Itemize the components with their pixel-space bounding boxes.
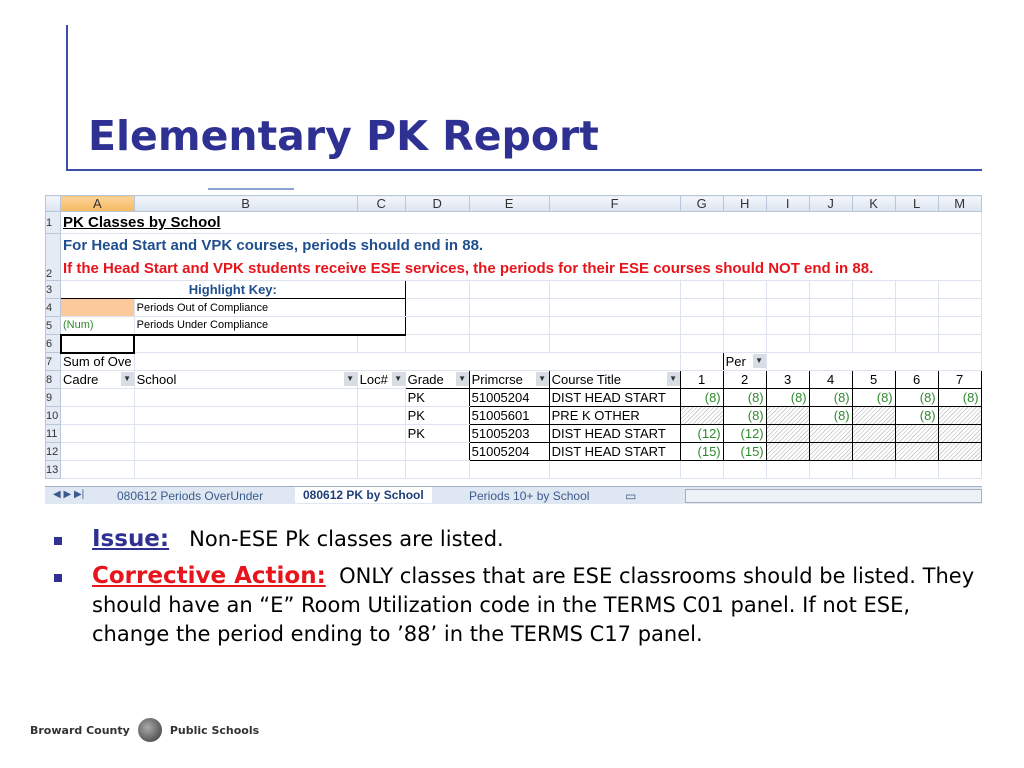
note-red: If the Head Start and VPK students receive ESE services, the periods for their ESE courses should NOT end in 88.: [63, 260, 874, 277]
row-header: 4: [46, 299, 61, 317]
period-cell: [852, 443, 895, 461]
table-row: [46, 425, 982, 443]
dropdown-icon[interactable]: ▼: [392, 372, 405, 386]
period-header: 6: [895, 371, 938, 389]
table-row: [46, 443, 982, 461]
school-cell: [134, 425, 357, 443]
period-header: 3: [766, 371, 809, 389]
column-header[interactable]: I: [766, 196, 809, 212]
cadre-header[interactable]: [61, 371, 135, 389]
period-header: 7: [938, 371, 981, 389]
course-title-cell: DIST HEAD START: [549, 443, 680, 461]
period-header: 5: [852, 371, 895, 389]
corrective-text: ONLY classes that are ESE classrooms should be listed. They should have an “E” Room Utilization code in the TERMS C01 panel. If not ESE, change the period ending to ’88’ in the TERMS C17 panel.: [92, 564, 975, 646]
course-title-cell: DIST HEAD START: [549, 425, 680, 443]
corrective-label: Corrective Action:: [92, 563, 326, 589]
cadre-cell: [61, 407, 135, 425]
column-header[interactable]: E: [469, 196, 549, 212]
issue-text: Non-ESE Pk classes are listed.: [189, 527, 504, 551]
pivot-rows: [46, 389, 982, 461]
grade-cell: PK: [405, 389, 469, 407]
column-header[interactable]: M: [938, 196, 981, 212]
primcrse-cell: 51005601: [469, 407, 549, 425]
period-cell: [766, 425, 809, 443]
ribbon-edge: [208, 188, 294, 190]
slide-title: Elementary PK Report: [88, 112, 599, 160]
row-header: 6: [46, 335, 61, 353]
sheet-heading: PK Classes by School: [63, 214, 221, 231]
grade-cell: PK: [405, 407, 469, 425]
period-cell: (8): [723, 407, 766, 425]
period-cell: [852, 407, 895, 425]
school-header[interactable]: [134, 371, 357, 389]
column-header[interactable]: B: [134, 196, 357, 212]
primcrse-cell: 51005203: [469, 425, 549, 443]
active-cell[interactable]: [61, 335, 135, 353]
grade-header[interactable]: [405, 371, 469, 389]
period-header: 2: [723, 371, 766, 389]
column-header[interactable]: G: [680, 196, 723, 212]
school-label: School: [136, 372, 177, 387]
row-header: 7: [46, 353, 61, 371]
course-title-cell: PRE K OTHER: [549, 407, 680, 425]
title-accent-horizontal: [66, 169, 982, 171]
tab-periods-10-plus[interactable]: Periods 10+ by School: [469, 489, 590, 503]
period-cell: [809, 425, 852, 443]
period-cell: (8): [723, 389, 766, 407]
cadre-label: Cadre: [63, 372, 99, 387]
table-row: [46, 407, 982, 425]
table-row: [46, 389, 982, 407]
logo-text-right: Public Schools: [169, 723, 260, 737]
dropdown-icon[interactable]: ▼: [121, 372, 134, 386]
period-header: 4: [809, 371, 852, 389]
period-cell: (15): [723, 443, 766, 461]
course-title-cell: DIST HEAD START: [549, 389, 680, 407]
bullet-issue: [50, 525, 980, 554]
bullet-icon: [54, 574, 62, 582]
apple-logo-icon: [138, 718, 162, 742]
course-title-label: Course Title: [551, 372, 622, 387]
period-cell: [938, 443, 981, 461]
loc-header[interactable]: [357, 371, 405, 389]
bullet-list: [50, 525, 980, 657]
period-cell: (8): [938, 389, 981, 407]
tab-periods-overunder[interactable]: 080612 Periods OverUnder: [117, 489, 264, 503]
filter-icon[interactable]: ▼: [536, 372, 549, 386]
period-cell: (8): [680, 389, 723, 407]
period-cell: [809, 443, 852, 461]
period-cell: (12): [680, 425, 723, 443]
column-header[interactable]: F: [549, 196, 680, 212]
row-header: 13: [46, 461, 61, 479]
highlight-key-title: Highlight Key:: [61, 281, 406, 299]
logo-text-left: Broward County: [30, 723, 130, 737]
note-blue: For Head Start and VPK courses, periods should end in 88.: [63, 237, 484, 254]
loc-cell: [357, 425, 405, 443]
key-out: Periods Out of Compliance: [134, 299, 405, 317]
column-header[interactable]: K: [852, 196, 895, 212]
column-headers: [46, 196, 982, 212]
period-field[interactable]: [723, 353, 766, 371]
row-header: 10: [46, 407, 61, 425]
spreadsheet-screenshot: [45, 188, 982, 504]
primcrse-cell: 51005204: [469, 389, 549, 407]
bullet-icon: [54, 537, 62, 545]
period-cell: (8): [895, 389, 938, 407]
column-header[interactable]: C: [357, 196, 405, 212]
period-field-label: Per: [725, 354, 746, 369]
title-accent-vertical: [66, 25, 68, 171]
dropdown-icon[interactable]: ▼: [344, 372, 357, 386]
cadre-cell: [61, 443, 135, 461]
row-header: 1: [46, 212, 61, 234]
sheet-grid: [45, 195, 982, 479]
bullet-corrective-action: [50, 562, 980, 649]
column-header[interactable]: J: [809, 196, 852, 212]
key-swatch-orange: [61, 299, 135, 317]
row-header: 8: [46, 371, 61, 389]
period-cell: (8): [809, 407, 852, 425]
loc-label: Loc#: [359, 372, 388, 387]
loc-cell: [357, 389, 405, 407]
loc-cell: [357, 407, 405, 425]
row-header: 5: [46, 317, 61, 335]
period-cell: (15): [680, 443, 723, 461]
school-cell: [134, 407, 357, 425]
footer-logo: [30, 718, 259, 742]
key-num: (Num): [61, 317, 135, 335]
loc-cell: [357, 443, 405, 461]
grade-cell: PK: [405, 425, 469, 443]
period-cell: (8): [852, 389, 895, 407]
sum-label: Sum of Ove: [61, 353, 135, 371]
row-header: 12: [46, 443, 61, 461]
period-cell: (8): [766, 389, 809, 407]
sheet-tabs: [45, 486, 982, 504]
period-header: 1: [680, 371, 723, 389]
period-cell: [680, 407, 723, 425]
grade-cell: [405, 443, 469, 461]
column-header[interactable]: D: [405, 196, 469, 212]
period-cell: [938, 425, 981, 443]
cadre-cell: [61, 425, 135, 443]
primcrse-cell: 51005204: [469, 443, 549, 461]
row-header: 9: [46, 389, 61, 407]
school-cell: [134, 443, 357, 461]
school-cell: [134, 389, 357, 407]
key-under: Periods Under Compliance: [134, 317, 405, 335]
dropdown-icon[interactable]: ▼: [753, 354, 766, 368]
column-header[interactable]: L: [895, 196, 938, 212]
period-cell: [895, 425, 938, 443]
dropdown-icon[interactable]: ▼: [667, 372, 680, 386]
period-cell: [766, 407, 809, 425]
cadre-cell: [61, 389, 135, 407]
primcrse-header[interactable]: [469, 371, 549, 389]
tab-pk-by-school[interactable]: 080612 PK by School: [295, 487, 432, 503]
column-header[interactable]: H: [723, 196, 766, 212]
period-cell: (8): [895, 407, 938, 425]
insert-sheet-icon[interactable]: ▭: [625, 489, 637, 503]
period-cell: [852, 425, 895, 443]
tab-nav-arrows-icon[interactable]: ◀ ▶ ▶|: [53, 489, 85, 500]
period-cell: [895, 443, 938, 461]
course-title-header[interactable]: [549, 371, 680, 389]
column-header[interactable]: A: [61, 196, 135, 212]
period-cell: [938, 407, 981, 425]
row-header: 3: [46, 281, 61, 299]
period-cell: (12): [723, 425, 766, 443]
select-all[interactable]: [46, 196, 61, 212]
row-header: 2: [46, 234, 61, 281]
primcrse-label: Primcrse: [471, 372, 523, 387]
issue-label: Issue:: [92, 526, 170, 552]
filter-icon[interactable]: ▼: [456, 372, 469, 386]
grade-label: Grade: [407, 372, 444, 387]
horizontal-scrollbar[interactable]: [685, 489, 982, 503]
period-cell: [766, 443, 809, 461]
row-header: 11: [46, 425, 61, 443]
period-cell: (8): [809, 389, 852, 407]
